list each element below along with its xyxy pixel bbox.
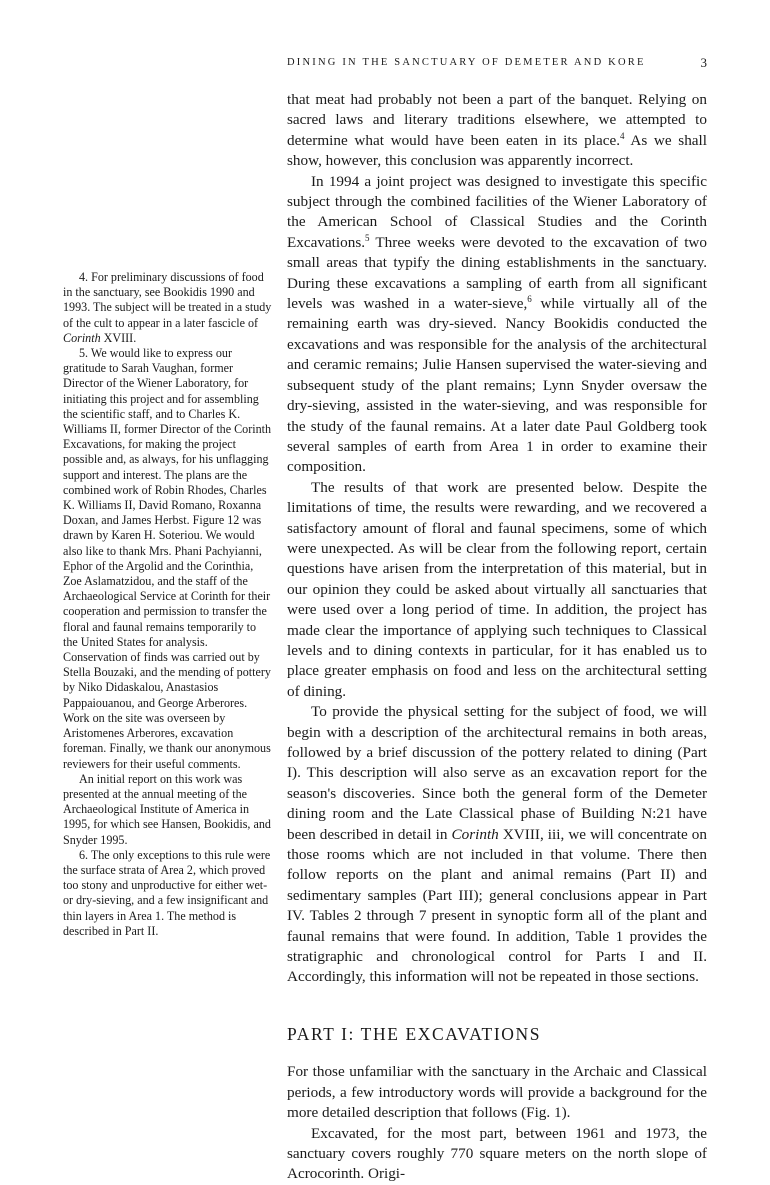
paragraph-4: To provide the physical setting for the subject of food, we will begin with a description of the architectural remains in both areas, followed by a brief discussion of the pottery related to dining (Part I). This description will also serve as an excavation report for the season's discoveries. Since both the general form of the Demeter dining room and the Late Classical phase of Building N:21 have been described in detail in Corinth XVIII, iii, we will concentrate on those rooms which are not included in that volume. There then follow reports on the plant and animal remains (Part II) and sedimentary samples (Part III); general conclusions appear in Part IV. Tables 2 through 7 present in synoptic form all of the plant and faunal remains that were found. In addition, Table 1 provides the stratigraphic and chronological control for Parts I and II. Accordingly, this information will not be repeated in those sections. xyxy=(287,703,707,986)
footnote-5-continued: An initial report on this work was presented at the annual meeting of the Archaeological Institute of America in 1995, for which see Hansen, Bookidis, and Snyder 1995. xyxy=(63,771,271,847)
footnote-ref-5: 5 xyxy=(365,232,370,243)
paragraph-2: In 1994 a joint project was designed to investigate this specific subject through the combined facilities of the Wiener Laboratory of the American School of Classical Studies and the Corinth Excavations.$^5$ Three weeks were devoted to the excavation of two small areas that typify the dining establishments in the sanctuary. During these excavations a sampling of earth from all significant levels was washed in a water-sieve,$^6$ while virtually all of the remaining earth was dry-sieved. Nancy Bookidis conducted the excavations and was responsible for the analysis of the architectural and ceramic remains; Julie Hansen supervised the water-sieving and subsequent study of the plant remains; Lynn Snyder oversaw the dry-sieving, assisted in the water-sieving, and was responsible for the study of the faunal remains. At a later date Paul Goldberg took several samples of earth from Area 1 in order to examine their composition. xyxy=(287,172,707,476)
footnotes-column xyxy=(63,270,273,939)
paragraph-1: that meat had probably not been a part of the banquet. Relying on sacred laws and literary traditions elsewhere, we attempted to determine what would have been eaten in its place.$^4$ As we shall show, however, this conclusion was apparently incorrect. xyxy=(287,91,707,170)
paragraph-6: Excavated, for the most part, between 1961 and 1973, the sanctuary covers roughly 770 square meters on the north slope of Acrocorinth. Origi- xyxy=(287,1124,707,1183)
main-text-column xyxy=(287,90,707,1185)
running-header xyxy=(287,57,707,73)
footnote-ref-4: 4 xyxy=(620,130,625,141)
page-number: 3 xyxy=(700,55,707,70)
footnote-ref-6: 6 xyxy=(527,294,532,305)
paragraph-3: The results of that work are presented below. Despite the limitations of time, the results were rewarding, and we recovered a satisfactory amount of floral and faunal specimens, some of which were unexpected. As will be clear from the following report, certain questions have arisen from the interpretation of this material, but in our opinion they could be asked about virtually all sanctuaries that were used over a long period of time. In addition, the project has made clear the importance of applying such techniques to Classical levels and to dining contexts in particular, for it has enabled us to place greater emphasis on food and less on the architectural setting of dining. xyxy=(287,478,707,700)
footnote-6: 6. The only exceptions to this rule were the surface strata of Area 2, which proved too stony and unproductive for either wet- or dry-sieving, and a few insignificant and thin layers in Area 1. The method is described in Part II. xyxy=(63,847,271,938)
paragraph-5: For those unfamiliar with the sanctuary in the Archaic and Classical periods, a few introductory words will provide a background for the more detailed description that follows (Fig. 1). xyxy=(287,1063,707,1122)
footnote-4: 4. For preliminary discussions of food in the sanctuary, see Bookidis 1990 and 1993. The subject will be treated in a study of the cult to appear in a later fascicle of Corinth XVIII. xyxy=(63,270,272,345)
running-title: DINING IN THE SANCTUARY OF DEMETER AND KORE xyxy=(287,57,646,68)
section-heading: PART I: THE EXCAVATIONS xyxy=(287,1023,542,1044)
footnote-5: 5. We would like to express our gratitude to Sarah Vaughan, former Director of the Wiener Laboratory, for initiating this project and for assembling the scientific staff, and to Charles K. Williams II, former Director of the Corinth Excavations, for making the project possible and, as always, for his unflagging support and interest. The plans are the combined work of Robin Rhodes, Charles K. Williams II, David Romano, Roxanna Doxan, and James Herbst. Figure 12 was drawn by Karen H. Soteriou. We would also like to thank Mrs. Phani Pachyianni, Ephor of the Argolid and the Corinthia, Zoe Aslamatzidou, and the staff of the Archaeological Service at Corinth for their cooperation and permission to transfer the floral and faunal remains temporarily to the United States for analysis. Conservation of finds was carried out by Stella Bouzaki, and the mending of pottery by Niko Didaskalou, Anastasios Pappaiouanou, and George Arberores. Work on the site was overseen by Aristomenes Arberores, excavation foreman. Finally, we thank our anonymous reviewers for their useful comments. xyxy=(63,346,272,771)
